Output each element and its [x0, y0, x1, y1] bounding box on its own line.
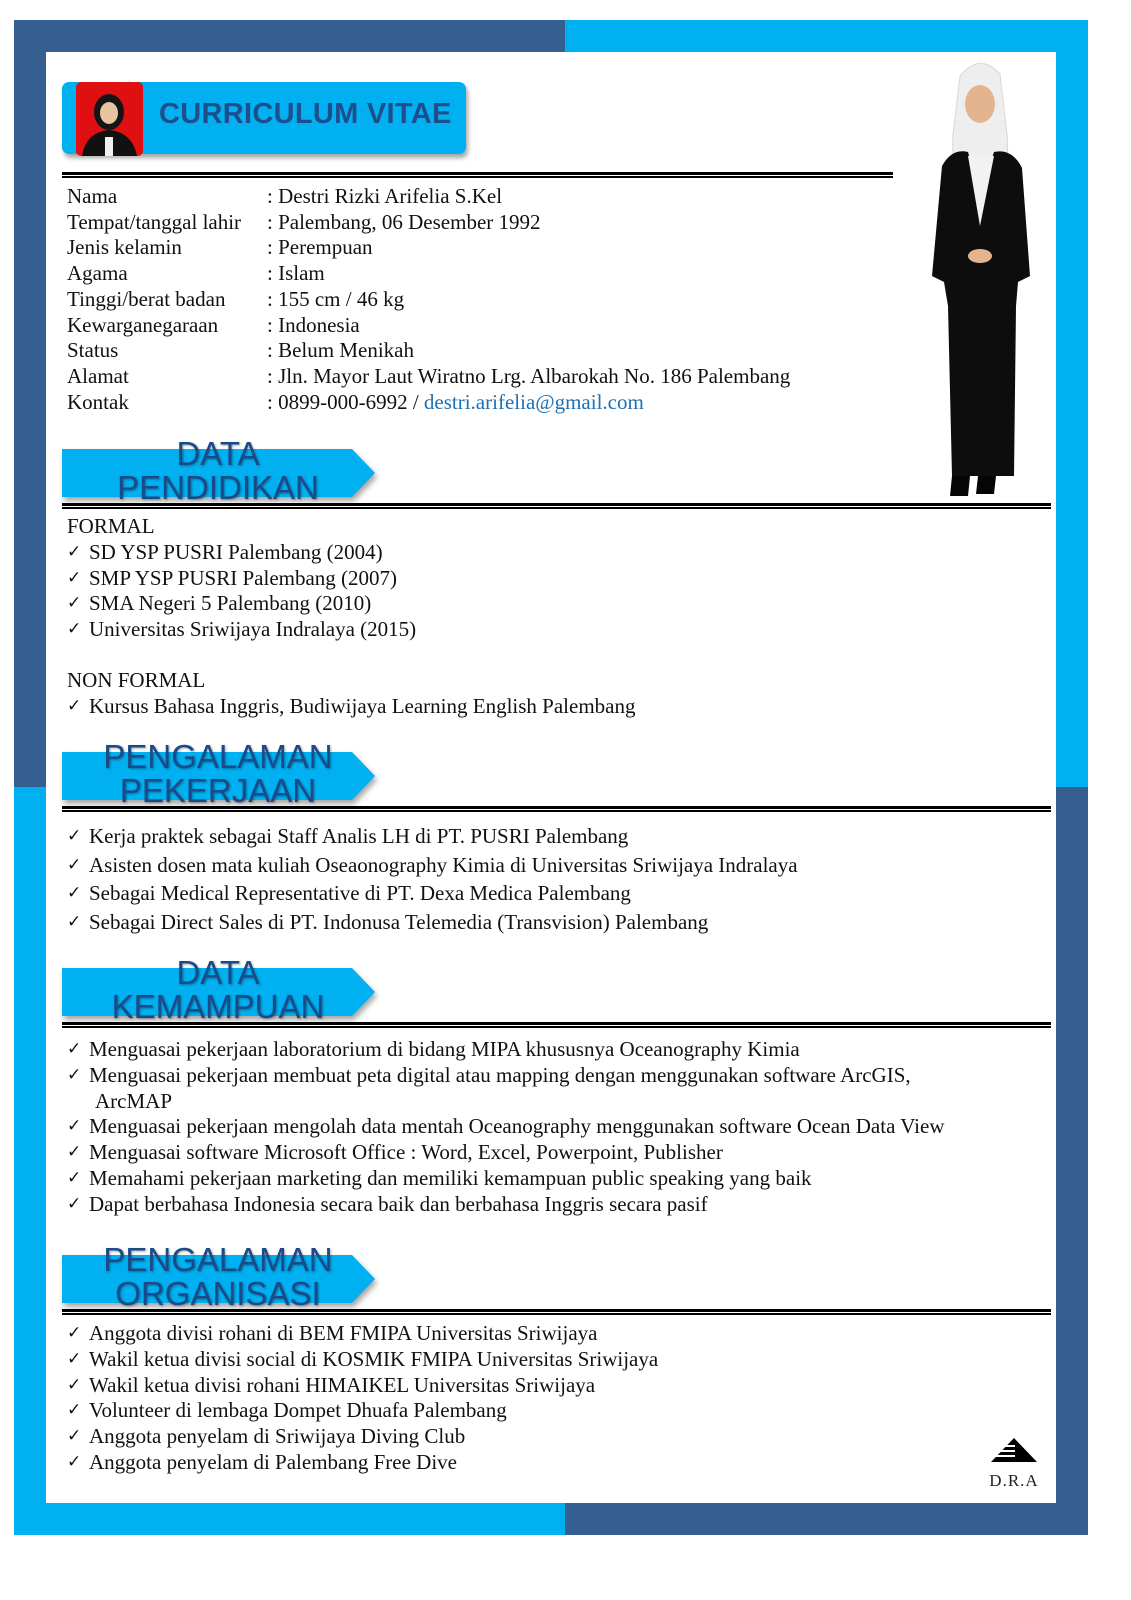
- check-icon: ✓: [67, 1400, 82, 1421]
- info-row-contact: [67, 390, 790, 416]
- info-row-address: [67, 364, 790, 390]
- section-title-line1: DATA: [176, 435, 260, 472]
- info-label: Kontak: [67, 389, 129, 414]
- frame-top-right: [565, 20, 1088, 52]
- education-list: [67, 514, 635, 720]
- section-title-line2: PEKERJAAN: [119, 772, 317, 809]
- check-icon: ✓: [67, 1451, 82, 1472]
- list-item: ✓ Anggota divisi rohani di BEM FMIPA Universitas Sriwijaya: [67, 1321, 598, 1345]
- organization-list: [67, 1321, 658, 1476]
- info-label: Alamat: [67, 363, 129, 388]
- check-icon: ✓: [67, 1348, 82, 1369]
- check-icon: ✓: [67, 541, 82, 562]
- check-icon: ✓: [67, 619, 82, 640]
- frame-left-top: [14, 20, 46, 787]
- info-row-height-weight: [67, 287, 790, 313]
- divider: [62, 503, 1051, 509]
- list-item: ✓ Menguasai pekerjaan membuat peta digital atau mapping dengan menggunakan software ArcGIS,: [67, 1062, 911, 1087]
- list-item: ✓ Volunteer di lembaga Dompet Dhuafa Palembang: [67, 1398, 507, 1423]
- info-value: : Indonesia: [267, 312, 360, 337]
- list-item: ✓ Menguasai software Microsoft Office : Word, Excel, Powerpoint, Publisher: [67, 1140, 723, 1165]
- info-value: : 155 cm / 46 kg: [267, 286, 405, 311]
- list-item: ✓ SMP YSP PUSRI Palembang (2007): [67, 565, 398, 590]
- list-item: ✓ Asisten dosen mata kuliah Oseaonography Kimia di Universitas Sriwijaya Indralaya: [67, 851, 798, 880]
- check-icon: ✓: [67, 1167, 82, 1188]
- logo-text: D.R.A: [989, 1471, 1039, 1490]
- personal-info: [67, 184, 790, 415]
- check-icon: ✓: [67, 695, 82, 716]
- section-banner-work: [62, 738, 375, 809]
- check-icon: ✓: [67, 854, 82, 875]
- page-title: CURRICULUM VITAE: [159, 98, 452, 130]
- info-label: Tinggi/berat badan: [67, 286, 226, 311]
- info-row-nationality: [67, 313, 790, 339]
- skills-list: [67, 1037, 945, 1218]
- info-label: Tempat/tanggal lahir: [67, 209, 242, 234]
- frame-left-bottom: [14, 787, 46, 1535]
- list-item: ✓ Kerja praktek sebagai Staff Analis LH di PT. PUSRI Palembang: [67, 822, 798, 851]
- list-item: ✓ Wakil ketua divisi rohani HIMAIKEL Universitas Sriwijaya: [67, 1372, 596, 1397]
- frame-top-left: [14, 20, 565, 52]
- list-item: ✓ Anggota penyelam di Palembang Free Dive: [67, 1449, 457, 1474]
- check-icon: ✓: [67, 1193, 82, 1214]
- formal-label: FORMAL: [67, 514, 155, 538]
- info-label: Jenis kelamin: [67, 235, 182, 260]
- info-value: : Jln. Mayor Laut Wiratno Lrg. Albarokah No. 186 Palembang: [267, 363, 791, 388]
- section-title-line1: PENGALAMAN: [103, 1241, 333, 1278]
- frame-right-bottom: [1056, 787, 1088, 1535]
- section-title-line2: PENDIDIKAN: [117, 469, 319, 506]
- list-item: ✓ Dapat berbahasa Indonesia secara baik dan berbahasa Inggris secara pasif: [67, 1191, 708, 1216]
- profile-photo-small: [76, 82, 143, 156]
- work-list: [67, 822, 798, 936]
- email-link[interactable]: destri.arifelia@gmail.com: [423, 389, 644, 414]
- divider: [62, 1309, 1051, 1315]
- info-value: : Destri Rizki Arifelia S.Kel: [267, 184, 503, 208]
- check-icon: ✓: [67, 1116, 82, 1137]
- check-icon: ✓: [67, 1039, 82, 1059]
- divider: [62, 1022, 1051, 1028]
- list-item: ✓ SMA Negeri 5 Palembang (2010): [67, 591, 372, 616]
- info-row-status: [67, 338, 790, 364]
- info-value: : Palembang, 06 Desember 1992: [267, 209, 541, 234]
- section-banner-education: [62, 435, 375, 506]
- info-value: : 0899-000-6992 /: [267, 389, 424, 414]
- info-value: : Belum Menikah: [267, 338, 414, 363]
- section-title-line2: KEMAMPUAN: [111, 988, 325, 1025]
- frame-right-top: [1056, 20, 1088, 787]
- check-icon: ✓: [67, 1374, 82, 1395]
- list-item: ✓ Sebagai Medical Representative di PT. Dexa Medica Palembang: [67, 879, 798, 908]
- spacer: [67, 643, 635, 668]
- check-icon: ✓: [67, 911, 82, 932]
- check-icon: ✓: [67, 826, 82, 846]
- info-row-religion: [67, 261, 790, 287]
- info-label: Agama: [67, 261, 128, 286]
- list-item: ✓ Menguasai pekerjaan laboratorium di bidang MIPA khususnya Oceanography Kimia: [67, 1037, 800, 1061]
- list-item-continuation: ArcMAP: [95, 1088, 172, 1113]
- profile-photo-full: [922, 56, 1040, 504]
- info-label: Nama: [67, 184, 118, 208]
- divider: [62, 806, 1051, 812]
- section-title-line1: PENGALAMAN: [103, 738, 333, 775]
- pyramid-logo-icon: [989, 1436, 1039, 1466]
- list-item: ✓ SD YSP PUSRI Palembang (2004): [67, 539, 383, 564]
- check-icon: ✓: [67, 1323, 82, 1343]
- section-title-line1: DATA: [176, 954, 260, 991]
- list-item: ✓ Wakil ketua divisi social di KOSMIK FMIPA Universitas Sriwijaya: [67, 1346, 659, 1371]
- section-banner-organization: [62, 1241, 375, 1312]
- section-banner-skills: [62, 954, 375, 1025]
- info-value: : Islam: [267, 261, 325, 286]
- info-row-name: [67, 184, 790, 210]
- divider: [62, 172, 893, 178]
- check-icon: ✓: [67, 1064, 82, 1085]
- list-item: ✓ Kursus Bahasa Inggris, Budiwijaya Learning English Palembang: [67, 693, 636, 718]
- check-icon: ✓: [67, 1426, 82, 1447]
- list-item: ✓ Sebagai Direct Sales di PT. Indonusa Telemedia (Transvision) Palembang: [67, 908, 798, 937]
- info-row-birth: [67, 210, 790, 236]
- list-item: ✓ Memahami pekerjaan marketing dan memiliki kemampuan public speaking yang baik: [67, 1165, 812, 1190]
- list-item: ✓ Universitas Sriwijaya Indralaya (2015): [67, 617, 417, 642]
- check-icon: ✓: [67, 567, 82, 588]
- check-icon: ✓: [67, 1142, 82, 1163]
- frame-bottom-right: [565, 1503, 1088, 1535]
- check-icon: ✓: [67, 593, 82, 614]
- section-title-line2: ORGANISASI: [115, 1275, 321, 1312]
- info-label: Status: [67, 338, 119, 363]
- info-label: Kewarganegaraan: [67, 312, 219, 337]
- info-row-gender: [67, 235, 790, 261]
- nonformal-label: NON FORMAL: [67, 667, 206, 692]
- info-value: : Perempuan: [267, 235, 373, 260]
- frame-bottom-left: [14, 1503, 565, 1535]
- list-item: ✓ Anggota penyelam di Sriwijaya Diving Club: [67, 1424, 466, 1449]
- list-item: ✓ Menguasai pekerjaan mengolah data mentah Oceanography menggunakan software Ocean Data View: [67, 1114, 945, 1139]
- check-icon: ✓: [67, 883, 82, 903]
- footer-logo: [988, 1436, 1040, 1502]
